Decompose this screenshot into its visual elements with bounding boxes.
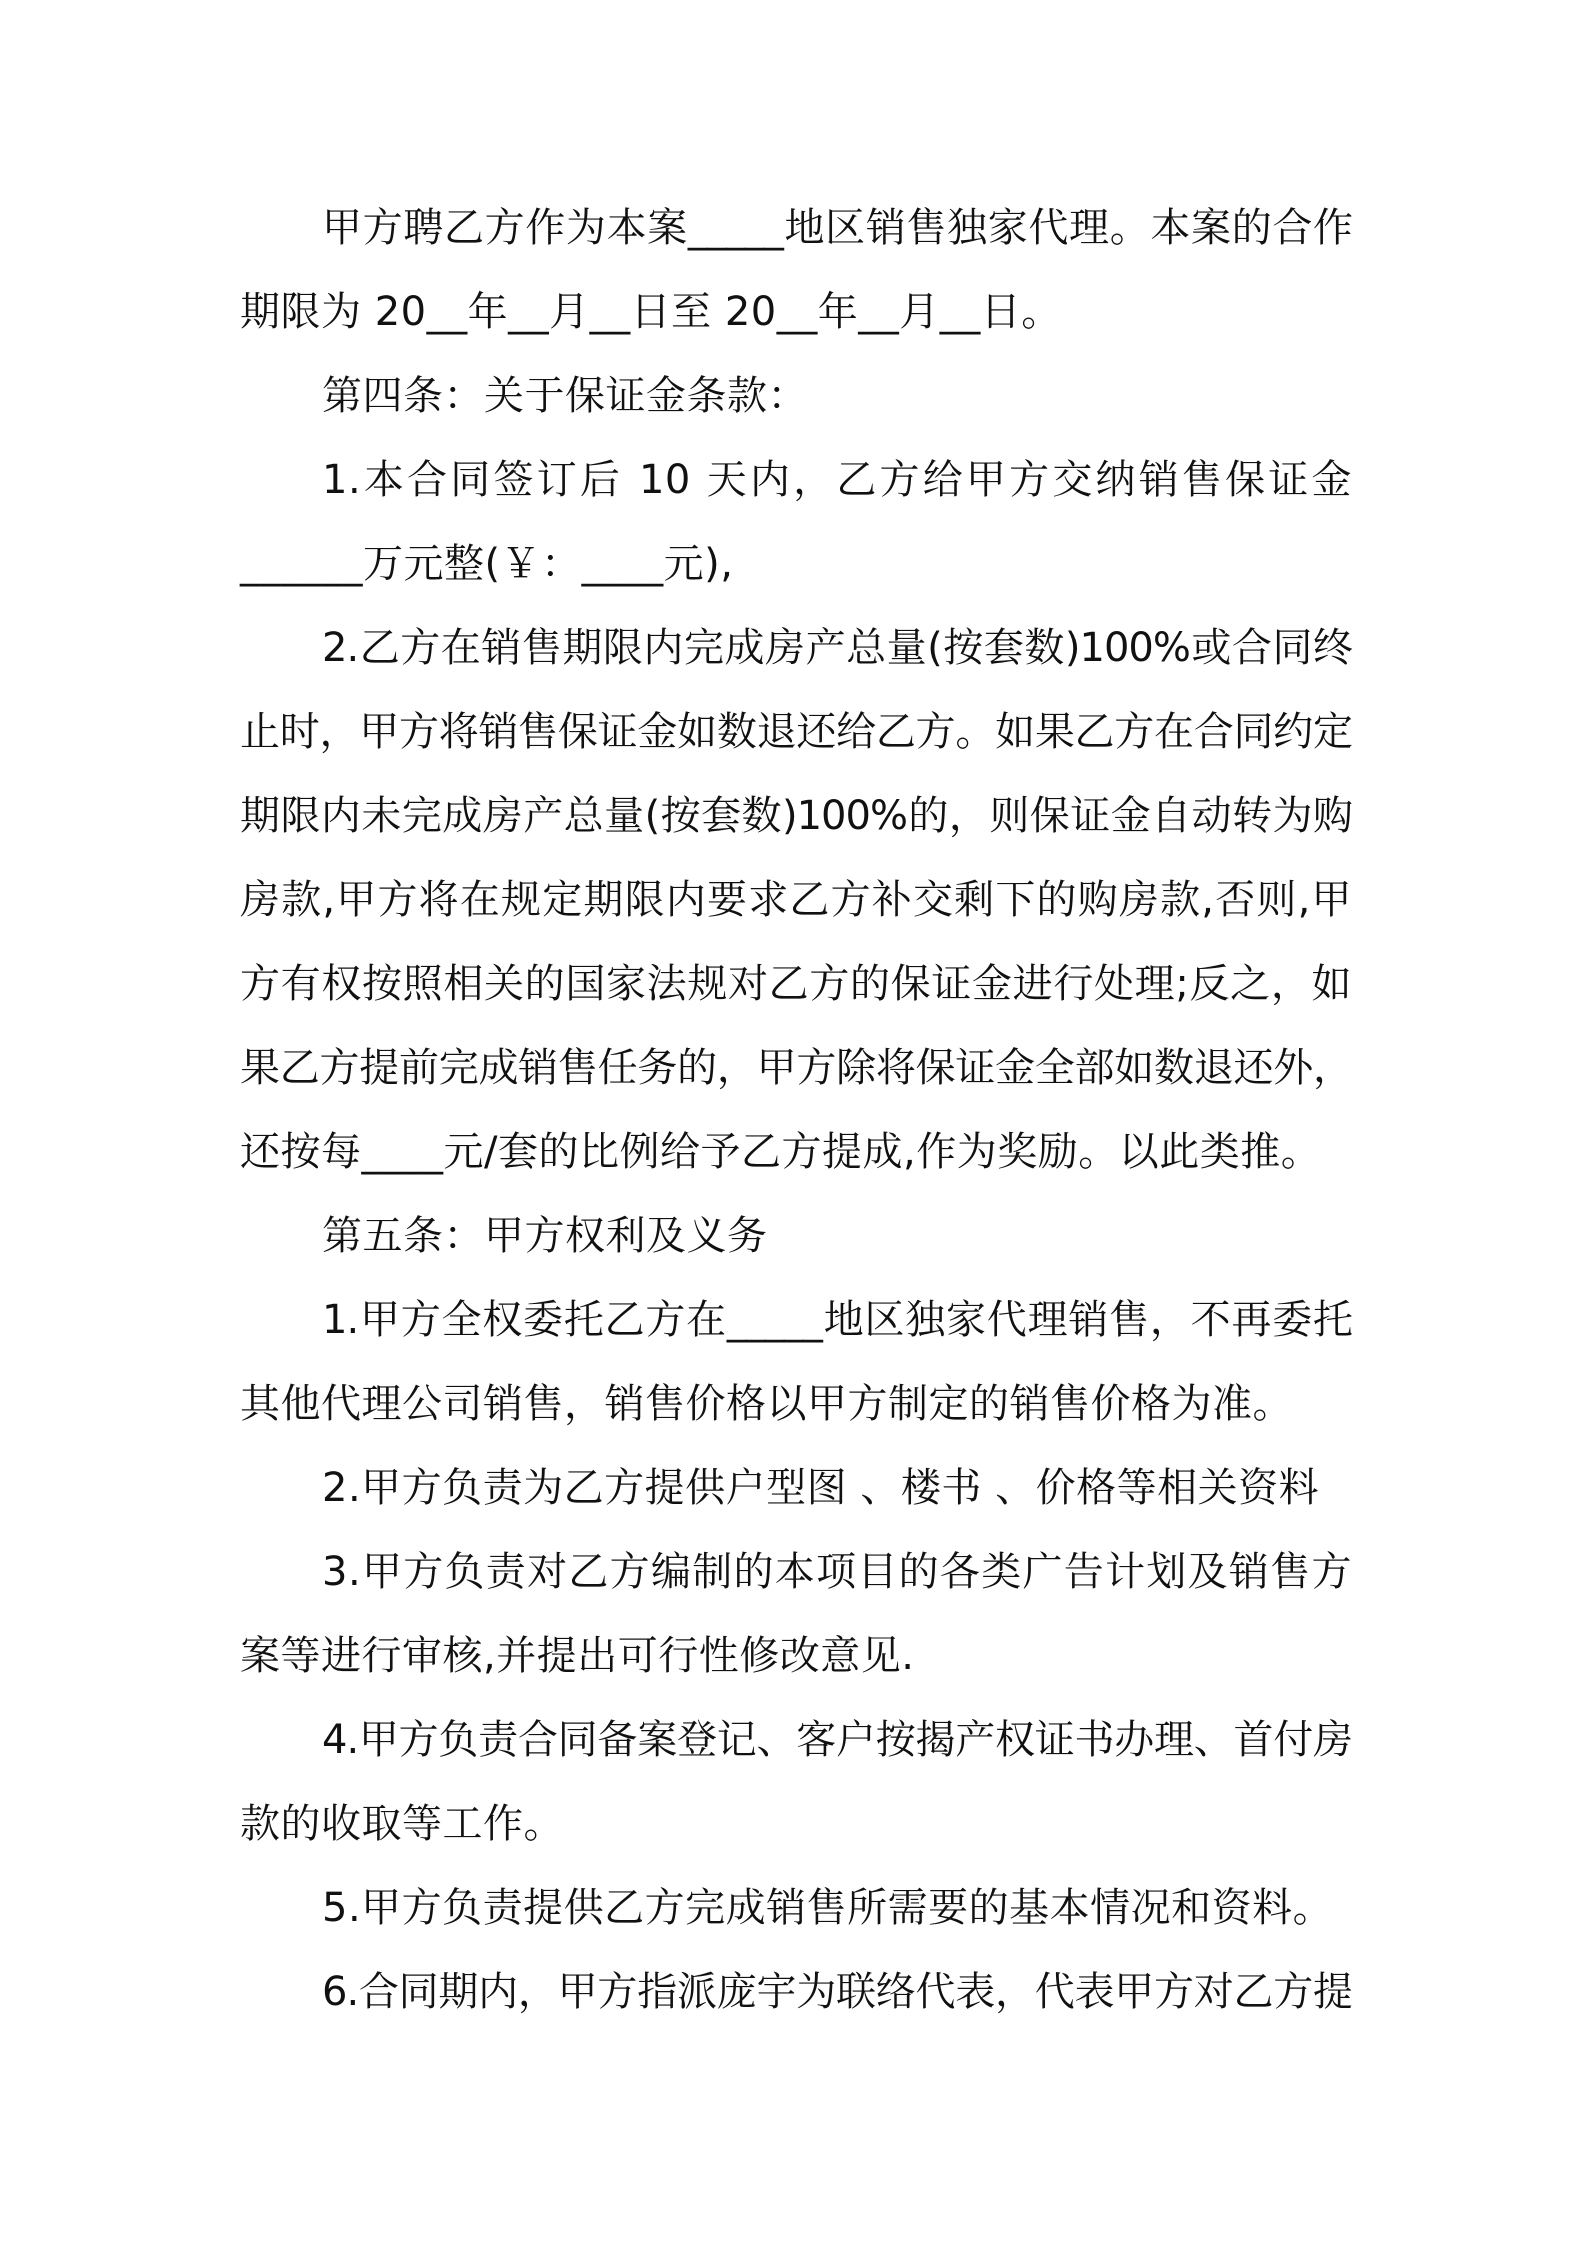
text-line: 5.甲方负责提供乙方完成销售所需要的基本情况和资料。 [322, 1885, 1334, 1931]
text-line: 2.甲方负责为乙方提供户型图 、楼书 、价格等相关资料 [322, 1465, 1320, 1511]
text-line: 3.甲方负责对乙方编制的本项目的各类广告计划及销售方 [322, 1549, 1352, 1595]
text-line: 房款,甲方将在规定期限内要求乙方补交剩下的购房款,否则,甲 [240, 877, 1352, 923]
text-line: 1.本合同签订后 10 天内，乙方给甲方交纳销售保证金 [322, 457, 1352, 503]
text-line: 2.乙方在销售期限内完成房产总量(按套数)100%或合同终 [322, 625, 1352, 671]
text-line: ______万元整(￥：____元), [240, 541, 734, 587]
text-line: 还按每____元/套的比例给予乙方提成,作为奖励。以此类推。 [240, 1129, 1322, 1175]
text-line: 期限为 20__年__月__日至 20__年__月__日。 [240, 289, 1062, 335]
text-line: 果乙方提前完成销售任务的，甲方除将保证金全部如数退还外， [240, 1045, 1352, 1091]
text-line: 期限内未完成房产总量(按套数)100%的，则保证金自动转为购 [240, 793, 1352, 839]
text-line: 款的收取等工作。 [240, 1801, 564, 1847]
text-line: 甲方聘乙方作为本案_____地区销售独家代理。本案的合作 [322, 205, 1352, 251]
text-line: 1.甲方全权委托乙方在_____地区独家代理销售，不再委托 [322, 1297, 1352, 1343]
text-line: 止时，甲方将销售保证金如数退还给乙方。如果乙方在合同约定 [240, 709, 1352, 755]
text-line: 第五条：甲方权利及义务 [322, 1213, 768, 1259]
text-line: 6.合同期内，甲方指派庞宇为联络代表，代表甲方对乙方提 [322, 1969, 1352, 2015]
text-line: 方有权按照相关的国家法规对乙方的保证金进行处理;反之，如 [240, 961, 1352, 1007]
document-body [240, 186, 1352, 2034]
text-line: 案等进行审核,并提出可行性修改意见. [240, 1633, 915, 1679]
text-line: 其他代理公司销售，销售价格以甲方制定的销售价格为准。 [240, 1381, 1293, 1427]
text-line: 4.甲方负责合同备案登记、客户按揭产权证书办理、首付房 [322, 1717, 1352, 1763]
text-line: 第四条：关于保证金条款： [322, 373, 808, 419]
